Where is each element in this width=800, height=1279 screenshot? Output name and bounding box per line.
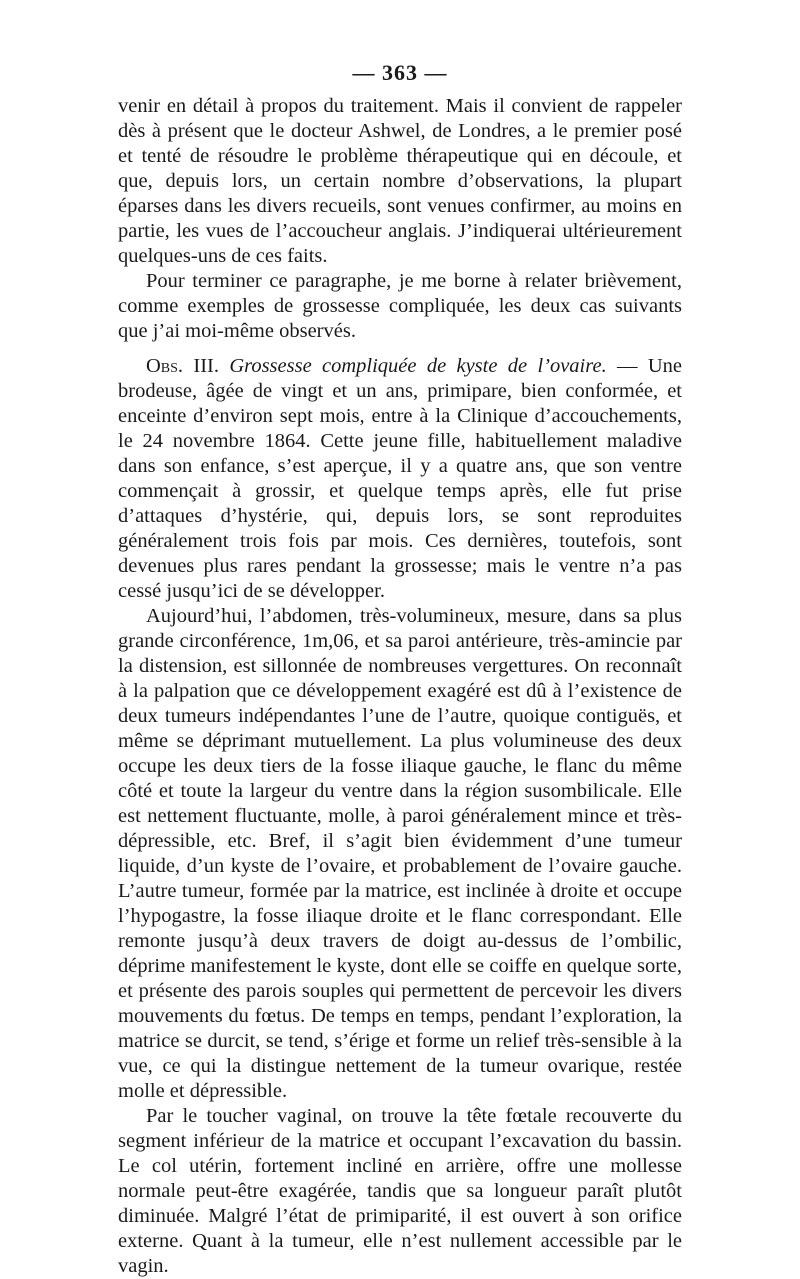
observation-label: Obs. III. — [146, 355, 219, 377]
observation-title: Grossesse compliquée de kyste de l’ovaire. — [229, 355, 607, 377]
observation-paragraph-abdomen: Aujourd’hui, l’abdomen, très-volumineux, mesure, dans sa plus grande circonférence, 1m,06, et sa paroi antérieure, très-amincie par la distension, est sillonnée de nombreuses vergettures. On reconnaît à la palpation que ce développement exagéré est dû à l’existence de deux tumeurs indépendantes l’une de l’autre, quoique contiguës, et même se déprimant mutuellement. La plus volumineuse des deux occupe les deux tiers de la fosse iliaque gauche, le flanc du même côté et toute la largeur du ventre dans la région susombilicale. Elle est nettement fluctuante, molle, à paroi généralement mince et très-dépressible, etc. Bref, il s’agit bien évidemment d’une tumeur liquide, d’un kyste de l’ovaire, et probablement de l’ovaire gauche. L’autre tumeur, formée par la matrice, est inclinée à droite et occupe l’hypogastre, la fosse iliaque droite et le flanc correspondant. Elle remonte jusqu’à deux travers de doigt au-dessus de l’ombilic, déprime manifestement le kyste, dont elle se coiffe en quelque sorte, et présente des parois souples qui permettent de percevoir les divers mouvements du fœtus. De temps en temps, pendant l’exploration, la matrice se durcit, se tend, s’érige et forme un relief très-sensible à la vue, ce qui la distingue nettement de la tumeur ovarique, restée molle et dépressible. — [118, 605, 682, 1102]
page-number: — 363 — — [352, 60, 448, 85]
observation-paragraph-toucher: Par le toucher vaginal, on trouve la tête fœtale recouverte du segment inférieur de la matrice et occupant l’excavation du bassin. Le col utérin, fortement incliné en arrière, offre une mollesse normale peut-être exagérée, tandis que sa longueur paraît plutôt diminuée. Malgré l’état de primiparité, il est ouvert à son orifice externe. Quant à la tumeur, elle n’est nullement accessible par le vagin. — [118, 1105, 682, 1277]
paragraph-continuation: venir en détail à propos du traitement. Mais il convient de rappeler dès à présent que le docteur Ashwel, de Londres, a le premier posé et tenté de résoudre le problème thérapeutique qui en découle, et que, depuis lors, un certain nombre d’observations, la plupart éparses dans les divers recueils, sont venues confirmer, au moins en partie, les vues de l’accoucheur anglais. J’indiquerai ultérieurement quelques-uns de ces faits. — [118, 95, 682, 267]
observation-text: — Une brodeuse, âgée de vingt et un ans, primipare, bien conformée, et enceinte d’environ sept mois, entre à la Clinique d’accouchements, le 24 novembre 1864. Cette jeune fille, habituellement maladive dans son enfance, s’est aperçue, il y a quatre ans, que son ventre commençait à grossir, et quelque temps après, elle fut prise d’attaques d’hystérie, qui, depuis lors, se sont reproduites généralement trois fois par mois. Ces dernières, toutefois, sont devenues plus rares pendant la grossesse; mais le ventre n’a pas cessé jusqu’ici de se développer. — [118, 355, 683, 602]
observation-paragraph — [118, 354, 682, 604]
paragraph-intro: Pour terminer ce paragraphe, je me borne à relater brièvement, comme exemples de grossesse compliquée, les deux cas suivants que j’ai moi-même observés. — [118, 270, 682, 342]
